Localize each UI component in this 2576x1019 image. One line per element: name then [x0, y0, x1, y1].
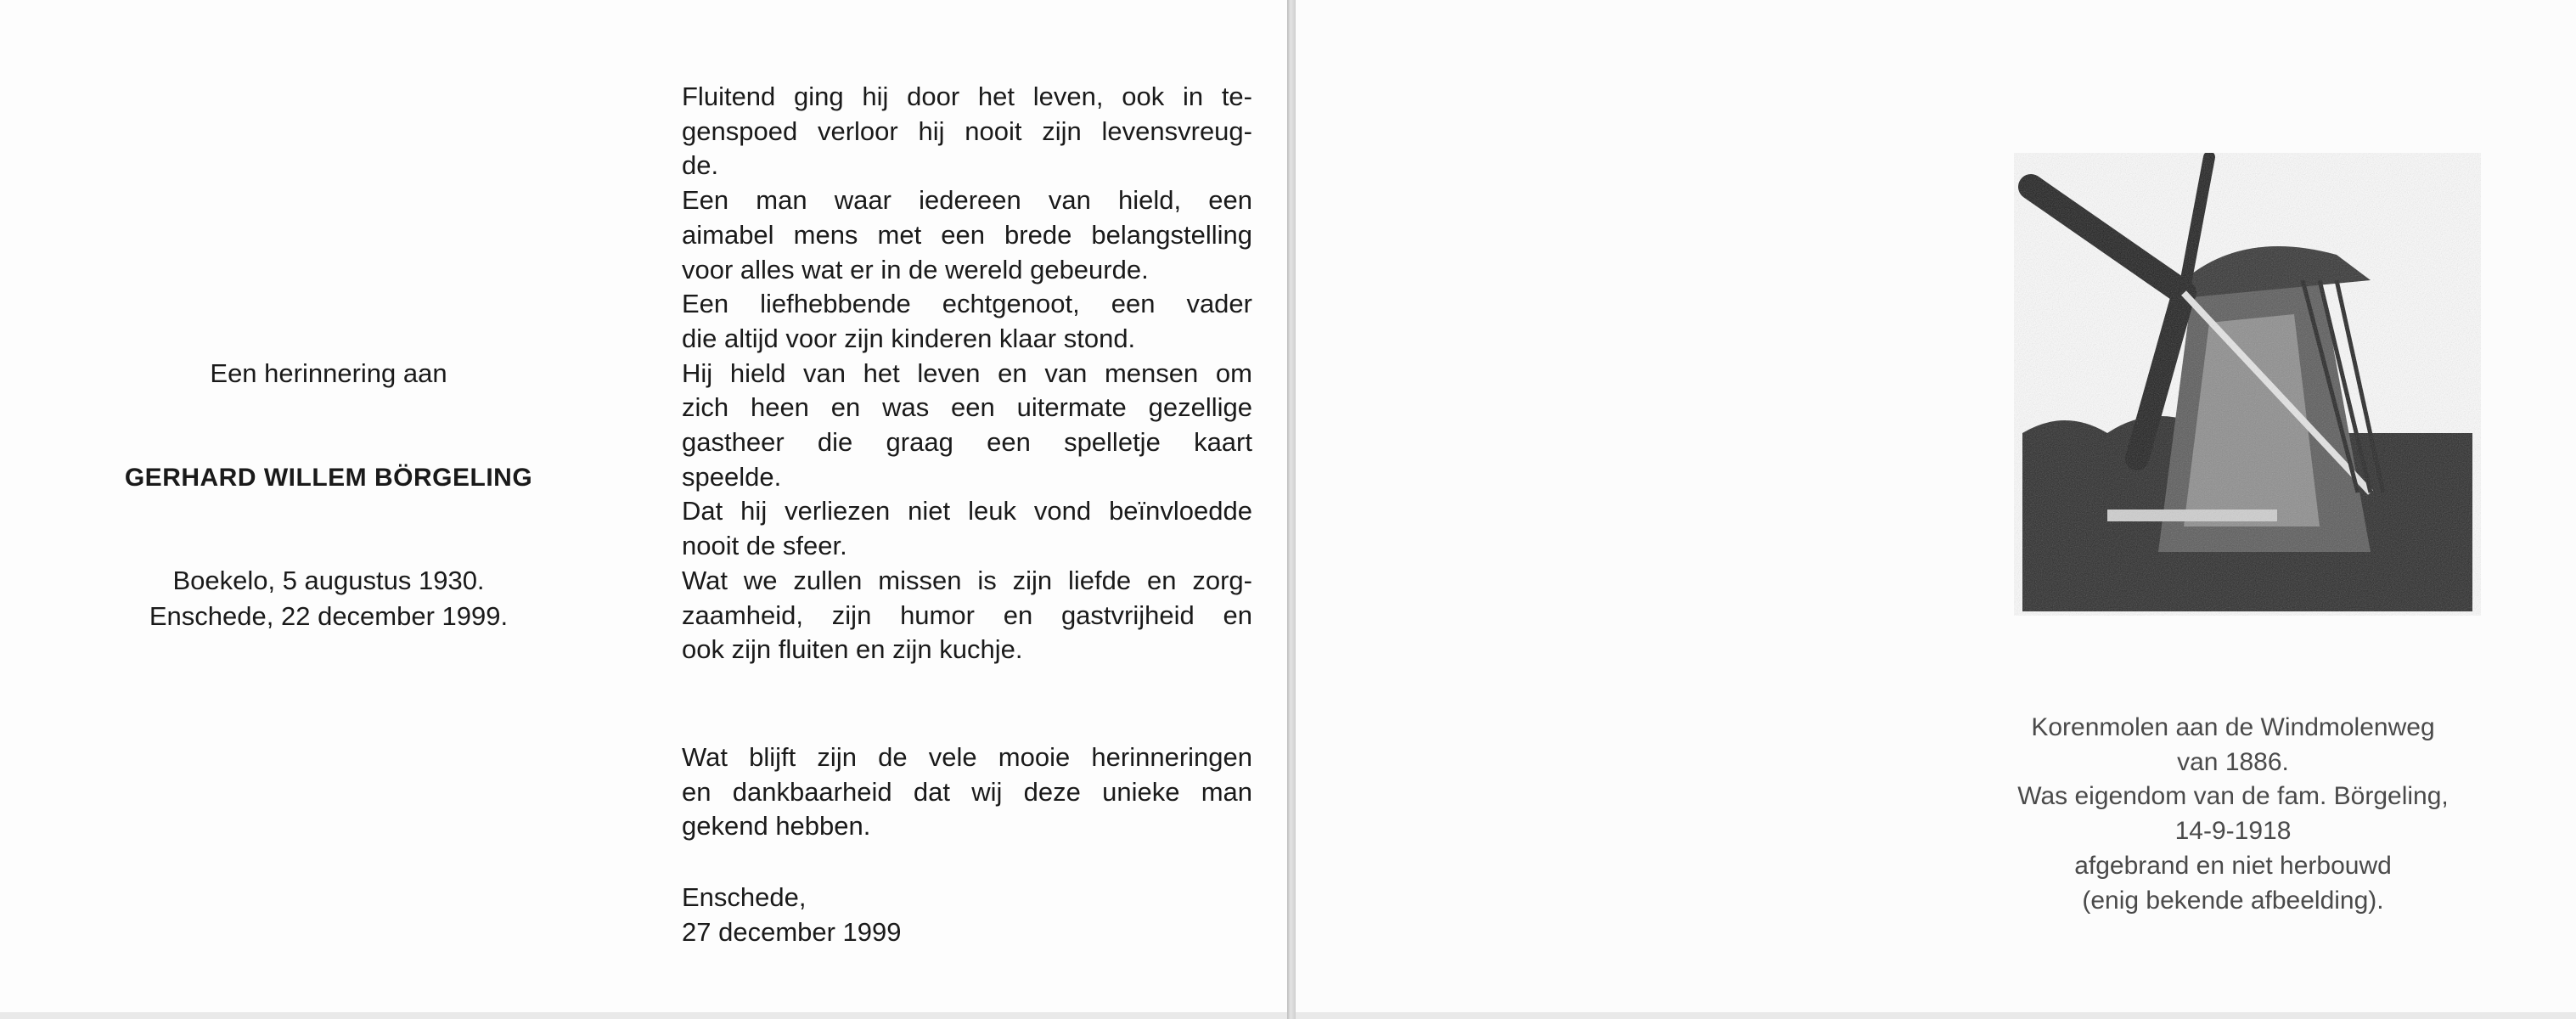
text-line: Een man waar iedereen van hield, een: [682, 185, 1252, 216]
text-line: zich heen en was een uitermate gezellige: [682, 392, 1252, 423]
text-line: speelde.: [682, 461, 782, 492]
card-left-page: [0, 0, 1287, 1012]
signature-block: [682, 881, 1252, 949]
memorial-text: [682, 80, 1252, 667]
text-line: ook zijn fluiten en zijn kuchje.: [682, 634, 1023, 665]
windmill-photo: [2014, 153, 2481, 616]
closing-text: [682, 740, 1252, 844]
text-line: en dankbaarheid dat wij deze unieke man: [682, 776, 1252, 807]
windmill-caption: [1936, 711, 2530, 918]
birth-date: Boekelo, 5 augustus 1930.: [172, 566, 485, 595]
text-line: gastheer die graag een spelletje kaart: [682, 427, 1252, 458]
card-fold: [1287, 0, 1296, 1019]
text-line: zaamheid, zijn humor en gastvrijheid en: [682, 600, 1252, 630]
caption-line: 14-9-1918: [2174, 817, 2292, 846]
intro-text: Een herinnering aan: [210, 358, 447, 388]
death-date: Enschede, 22 december 1999.: [149, 601, 509, 631]
text-line: Een liefhebbende echtgenoot, een vader: [682, 289, 1252, 319]
text-line: nooit de sfeer.: [682, 531, 847, 561]
text-line: voor alles wat er in de wereld gebeurde.: [682, 254, 1149, 284]
text-line: Fluitend ging hij door het leven, ook in te-: [682, 82, 1252, 111]
text-line: Wat we zullen missen is zijn liefde en zorg-: [682, 565, 1252, 595]
text-line: Dat hij verliezen niet leuk vond beïnvloedde: [682, 496, 1252, 526]
text-line: genspoed verloor hij nooit zijn levensvreug-: [682, 115, 1252, 146]
place: Enschede,: [682, 882, 807, 912]
text-line: gekend hebben.: [682, 811, 871, 842]
caption-line: van 1886.: [2177, 747, 2289, 776]
date: 27 december 1999: [682, 916, 902, 947]
caption-line: (enig bekende afbeelding).: [2082, 886, 2384, 915]
text-line: Wat blijft zijn de vele mooie herinneringen: [682, 742, 1252, 772]
text-line: die altijd voor zijn kinderen klaar stond.: [682, 323, 1136, 353]
text-line: de.: [682, 150, 719, 181]
deceased-name: GERHARD WILLEM BÖRGELING: [124, 464, 533, 492]
caption-line: Korenmolen aan de Windmolenweg: [2031, 713, 2435, 741]
text-line: Hij hield van het leven en van mensen om: [682, 357, 1252, 388]
text-line: aimabel mens met een brede belangstelling: [682, 219, 1252, 250]
caption-line: afgebrand en niet herbouwd: [2074, 851, 2392, 880]
caption-line: Was eigendom van de fam. Börgeling,: [2017, 782, 2449, 811]
